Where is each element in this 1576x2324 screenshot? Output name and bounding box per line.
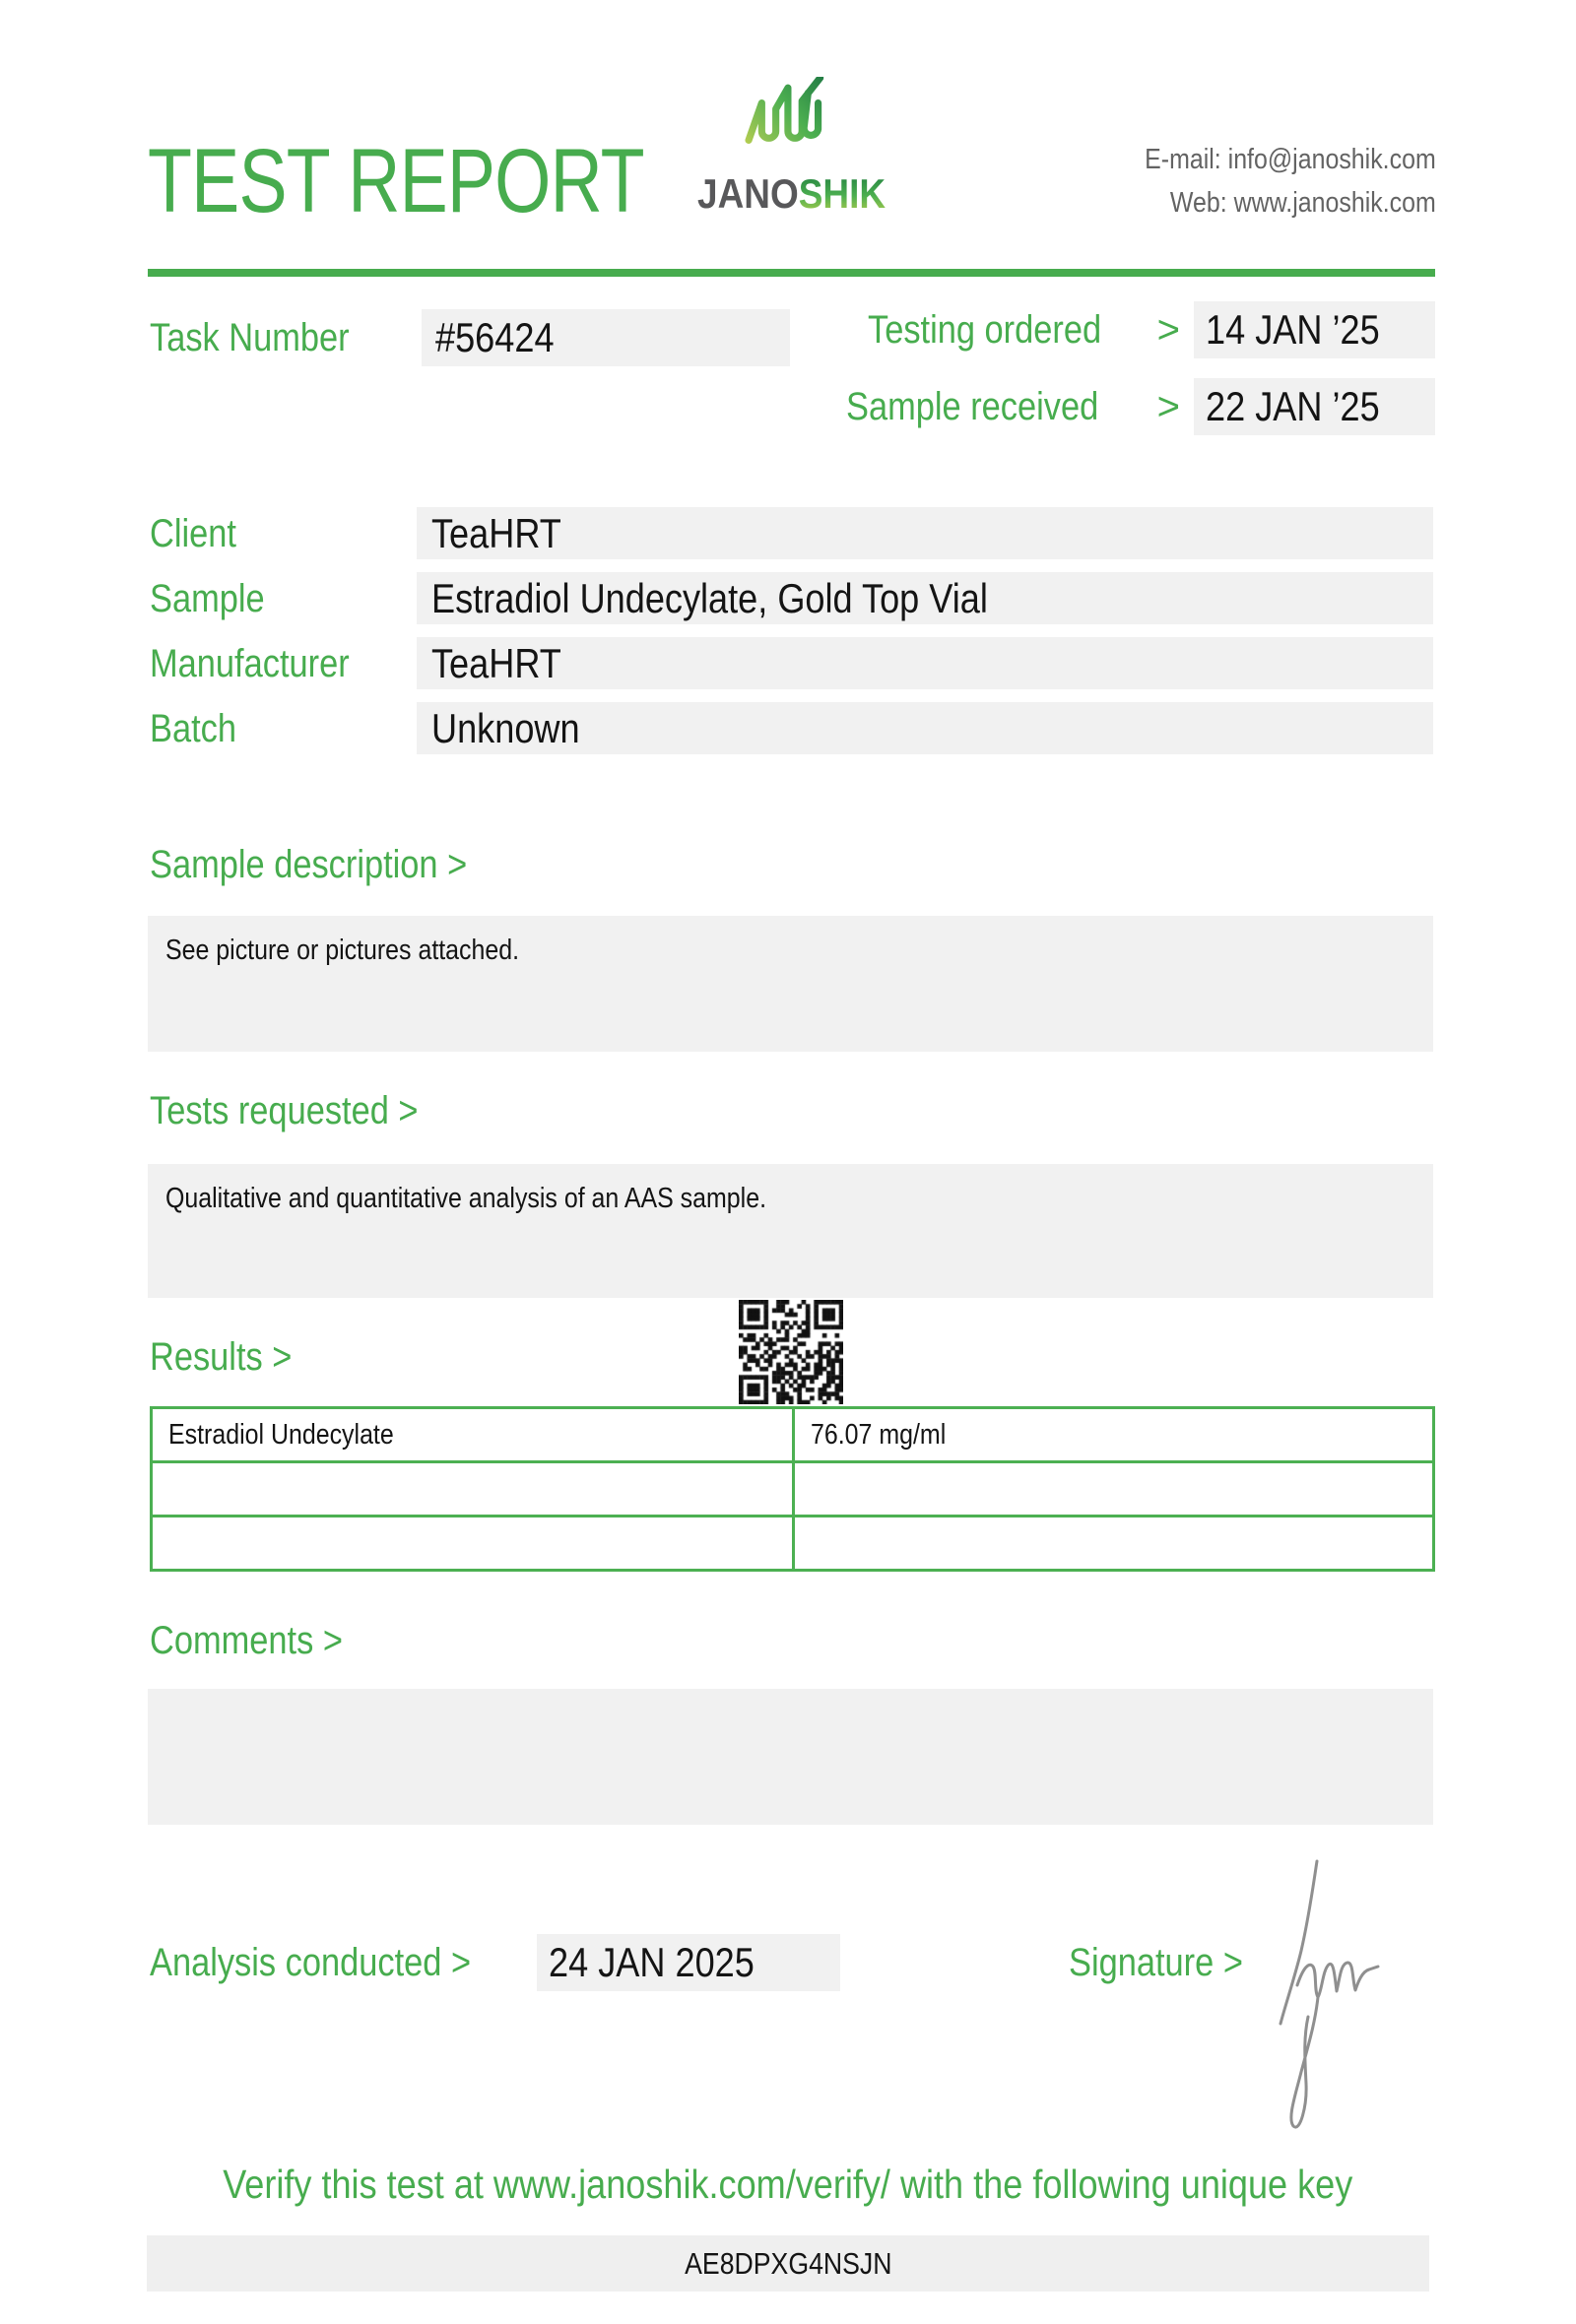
results-heading [150,1337,315,1377]
result-value-cell [793,1408,1433,1462]
manufacturer-value-box [417,637,1433,689]
results-heading-text: Results > [150,1335,293,1379]
contact-web [1097,181,1436,225]
manufacturer-label [150,641,417,685]
tests-requested-panel [148,1164,1433,1298]
contact-email [1097,138,1436,181]
sample-received-label [846,387,1140,426]
testing-ordered-label [868,310,1140,350]
batch-label-text: Batch [150,706,236,750]
sample-received-value-box [1194,378,1435,435]
janoshik-logo [684,77,900,215]
result-analyte-cell [152,1517,794,1571]
batch-label [150,706,417,750]
result-value-cell [793,1462,1433,1517]
comments-heading-text: Comments > [150,1619,343,1662]
verify-key-value: AE8DPXG4NSJN [684,2245,892,2281]
testing-ordered-label-text: Testing ordered [867,308,1102,352]
results-table-row [152,1408,1434,1462]
contact-email-text: E-mail: info@janoshik.com [1145,144,1436,175]
page-title-text: TEST REPORT [148,131,644,231]
verify-instruction [0,2163,1576,2207]
qr-code [739,1300,843,1404]
logo-wordmark-text [697,170,886,217]
logo-part-jano: JANO [697,170,800,217]
batch-value: Unknown [431,704,580,751]
analysis-date-value: 24 JAN 2025 [549,1939,755,1985]
task-number-value-box [422,309,790,366]
sample-received-label-text: Sample received [845,385,1098,428]
verify-instruction-text: Verify this test at www.janoshik.com/verify/ with the following unique key [223,2162,1353,2207]
analysis-conducted-label [150,1943,523,1982]
sample-description-panel [148,916,1433,1052]
task-number-label-text: Task Number [150,316,350,359]
sample-received-arrow-icon: > [1156,384,1180,428]
analysis-conducted-row [150,1934,840,1991]
comments-heading [150,1621,374,1660]
contact-web-text: Web: www.janoshik.com [1170,187,1436,219]
tests-requested-heading [150,1091,462,1130]
sample-received-row [846,378,1435,435]
tests-requested-heading-text: Tests requested > [150,1089,419,1132]
sample-value: Estradiol Undecylate, Gold Top Vial [431,574,988,621]
client-value-box [417,507,1433,559]
manufacturer-label-text: Manufacturer [150,641,350,685]
analysis-conducted-label-text: Analysis conducted > [150,1941,472,1984]
client-row [150,507,1433,559]
result-analyte-cell [152,1462,794,1517]
results-table-row [152,1517,1434,1571]
contact-block [1097,138,1436,225]
trend-chart-icon [741,77,843,167]
verify-key-bar [147,2235,1429,2292]
task-number-label [150,318,422,357]
batch-row [150,702,1433,754]
sample-row [150,572,1433,624]
tests-requested-body: Qualitative and quantitative analysis of an AAS sample. [165,1183,767,1214]
analysis-date-box [537,1934,840,1991]
client-value: TeaHRT [431,509,561,556]
result-analyte: Estradiol Undecylate [168,1418,394,1451]
client-label-text: Client [150,511,236,555]
sample-description-heading [150,845,519,884]
results-table-row [152,1462,1434,1517]
results-table [150,1406,1435,1572]
manufacturer-row [150,637,1433,689]
logo-part-shik: SHIK [799,170,886,217]
logo-wordmark [684,170,900,217]
result-value: 76.07 mg/ml [810,1418,946,1451]
testing-ordered-row [868,301,1435,358]
sample-value-box [417,572,1433,624]
manufacturer-value: TeaHRT [431,639,561,686]
sample-received-value: 22 JAN ’25 [1206,383,1380,429]
sample-label-text: Sample [150,576,265,620]
client-label [150,511,417,555]
result-analyte-cell [152,1408,794,1462]
header-divider [148,269,1435,277]
page-title [148,131,768,231]
batch-value-box [417,702,1433,754]
result-value-cell [793,1517,1433,1571]
task-number-value: #56424 [435,314,555,360]
sample-label [150,576,417,620]
sample-description-heading-text: Sample description > [150,843,468,886]
comments-panel [148,1689,1433,1825]
signature-handwriting [1274,1847,1441,2143]
testing-ordered-value-box [1194,301,1435,358]
testing-ordered-value: 14 JAN ’25 [1206,306,1380,353]
task-number-row [150,309,790,366]
signature-label-text: Signature > [1069,1941,1243,1984]
sample-description-body: See picture or pictures attached. [165,935,520,966]
signature-label [1069,1934,1272,1991]
testing-ordered-arrow-icon: > [1156,307,1180,352]
